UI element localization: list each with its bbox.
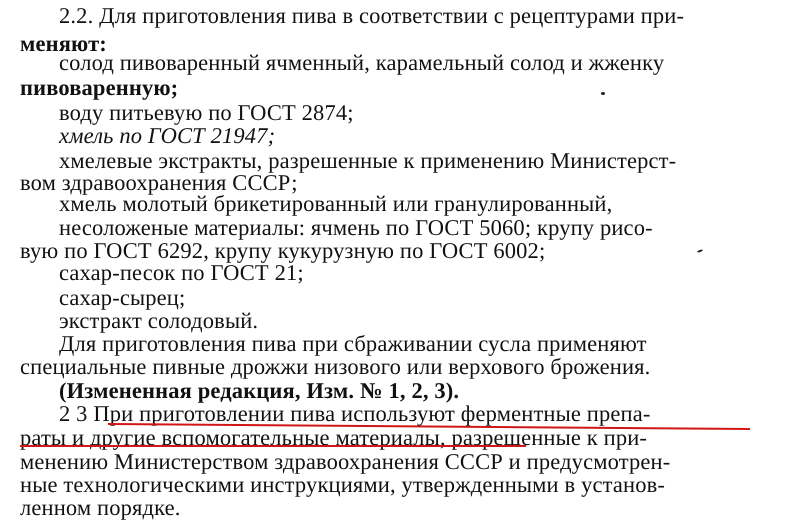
text-line-8: вом здравоохранения СССР;: [20, 170, 298, 195]
text-line-18: 2 3 При приготовлении пива используют ферментные препа-: [59, 401, 651, 426]
text-line-22: ленном порядке.: [20, 495, 181, 520]
text-line-2: меняют:: [20, 31, 107, 56]
red-underline-2: [20, 445, 526, 447]
text-line-6: хмель по ГОСТ 21947;: [59, 123, 276, 148]
scan-mark-arrow: [697, 249, 703, 253]
text-line-14: экстракт солодовый.: [59, 308, 259, 333]
text-line-3: солод пивоваренный ячменный, карамельный солод и жженку: [59, 50, 665, 75]
text-line-16: специальные пивные дрожжи низового или верхового брожения.: [20, 354, 651, 379]
amendment-note: (Измененная редакция, Изм. № 1, 2, 3).: [59, 378, 460, 403]
text-line-12: сахар-песок по ГОСТ 21;: [59, 260, 304, 285]
text-line-10: несоложеные материалы: ячмень по ГОСТ 5060; крупу рисо-: [59, 215, 653, 240]
text-line-21: ные технологическими инструкциями, утвержденными в установ-: [20, 472, 666, 497]
text-line-1: 2.2. Для приготовления пива в соответствии с рецептурами при-: [59, 3, 685, 28]
text-line-5: воду питьевую по ГОСТ 2874;: [59, 100, 354, 125]
text-line-20: менению Министерством здравоохранения СССР и предусмотрен-: [20, 449, 671, 474]
text-line-7: хмелевые экстракты, разрешенные к применению Министерст-: [59, 148, 677, 173]
text-line-9: хмель молотый брикетированный или гранулированный,: [59, 191, 613, 216]
text-line-4: пивоваренную;: [20, 75, 179, 100]
text-line-11: вую по ГОСТ 6292, крупу кукурузную по ГОСТ 6002;: [20, 238, 546, 263]
text-line-19: раты и другие вспомогательные материалы, разрешенные к при-: [20, 425, 648, 450]
text-line-13: сахар-сырец;: [59, 285, 186, 310]
scan-mark: [601, 92, 605, 95]
text-line-15: Для приготовления пива при сбраживании сусла применяют: [59, 331, 647, 356]
